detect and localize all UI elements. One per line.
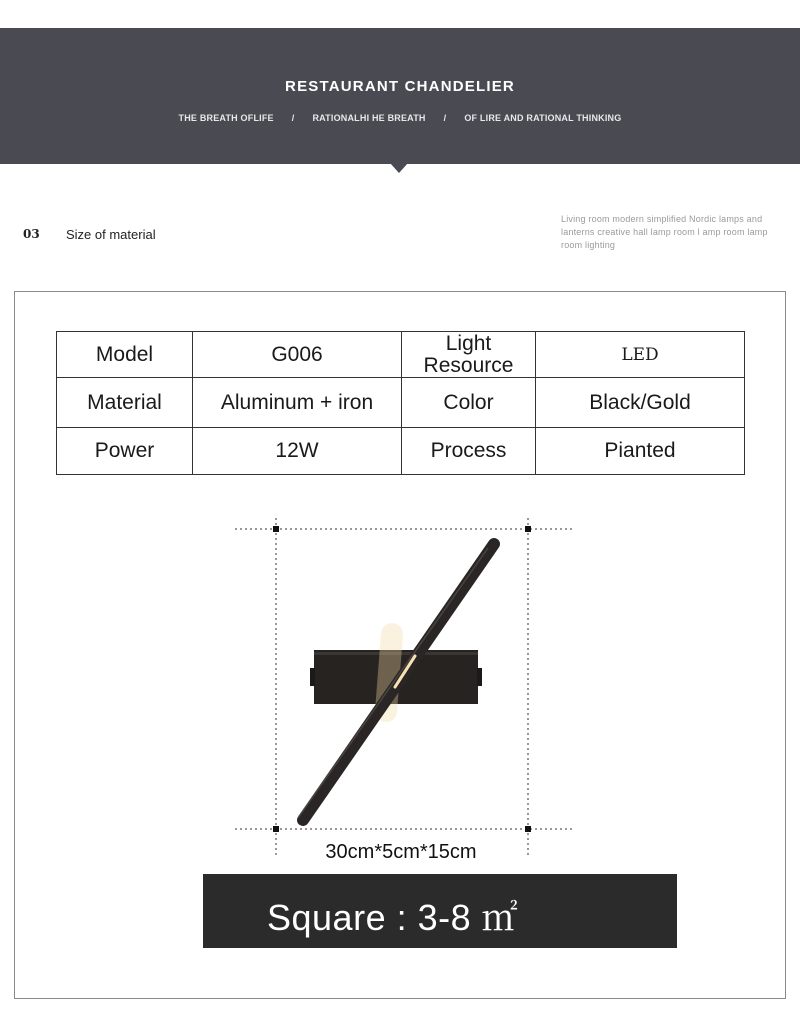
banner-pointer-icon xyxy=(390,163,408,173)
banner-separator: / xyxy=(443,113,447,123)
spec-value: G006 xyxy=(193,332,402,378)
header-banner xyxy=(0,28,800,164)
dimension-label: 30cm*5cm*15cm xyxy=(325,841,477,863)
banner-subtitle-part: RATIONALHI HE BREATH xyxy=(312,113,426,123)
square-area-band xyxy=(203,874,677,948)
banner-title: RESTAURANT CHANDELIER xyxy=(285,78,515,95)
table-row xyxy=(57,332,745,378)
spec-table xyxy=(56,331,745,475)
banner-subtitle-part: THE BREATH OFLIFE xyxy=(178,113,274,123)
spec-label: Process xyxy=(402,428,536,475)
table-row xyxy=(57,428,745,475)
spec-label-line: Resource xyxy=(423,353,514,377)
section-number: 03 xyxy=(23,227,40,241)
section-note: Living room modern simplified Nordic lamps and lanterns creative hall lamp room l amp room lamp room lighting xyxy=(561,214,768,250)
spec-label: Power xyxy=(57,428,193,475)
spec-label-line: Light xyxy=(445,331,492,355)
banner-separator: / xyxy=(291,113,295,123)
spec-label: Color xyxy=(402,378,536,428)
spec-label: Material xyxy=(57,378,193,428)
spec-value: LED xyxy=(536,332,745,378)
section-title: Size of material xyxy=(66,227,156,242)
banner-subtitle xyxy=(0,113,800,123)
spec-value: Aluminum + iron xyxy=(193,378,402,428)
square-area-label: Square : 3-8 ㎡ xyxy=(267,897,519,938)
spec-value: 12W xyxy=(193,428,402,475)
table-row xyxy=(57,378,745,428)
spec-value: Black/Gold xyxy=(536,378,745,428)
lamp-mount-left xyxy=(310,668,315,686)
spec-label: Model xyxy=(57,332,193,378)
spec-value: Pianted xyxy=(536,428,745,475)
banner-subtitle-part: OF LIRE AND RATIONAL THINKING xyxy=(464,113,622,123)
lamp-mount-right xyxy=(477,668,482,686)
wall-lamp-illustration xyxy=(230,518,580,863)
spec-label xyxy=(402,332,536,378)
